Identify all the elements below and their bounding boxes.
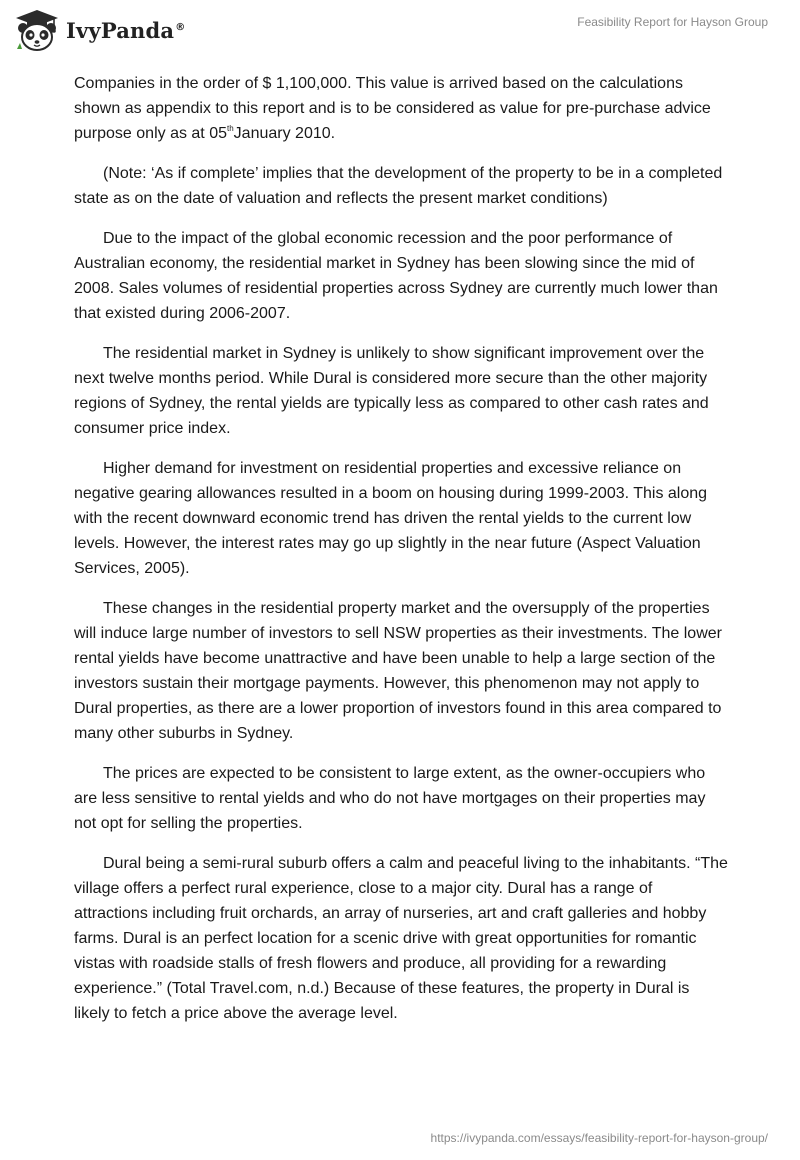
page-header [0, 0, 800, 70]
brand-logo[interactable] [14, 8, 185, 52]
ordinal-suffix: th [227, 123, 234, 133]
paragraph-dural-lifestyle: Dural being a semi-rural suburb offers a calm and peaceful living to the inhabitants. “The village offers a perfect rural experience, close to a major city. Dural has a range of attractions including fruit orchards, an array of nurseries, art and craft galleries and hobby farms. Dural is an perfect location for a scenic drive with great opportunities for romantic vistas with roadside stalls of fresh flowers and produce, all providing for a rewarding experience.” (Total Travel.com, n.d.) Because of these features, the property in Dural is likely to fetch a price above the average level. [74, 855, 728, 1022]
paragraph-market-changes: These changes in the residential property market and the oversupply of the properties will induce large number of investors to sell NSW properties as their investments. The lower rental yields have become unattractive and have been unable to help a large section of the investors sustain their mortgage payments. However, this phenomenon may not apply to Dural properties, as there are a lower proportion of investors found in this area compared to many other suburbs in Sydney. [74, 600, 722, 742]
paragraph-market-outlook: The residential market in Sydney is unlikely to show significant improvement over the next twelve months period. While Dural is considered more secure than the other majority regions of Sydney, the rental yields are typically less as compared to other cash rates and consumer price index. [74, 345, 709, 437]
paragraph-recession: Due to the impact of the global economic recession and the poor performance of Australian economy, the residential market in Sydney has been slowing since the mid of 2008. Sales volumes of residential properties across Sydney are currently much lower than that existed during 2006-2007. [74, 230, 718, 322]
document-title: Feasibility Report for Hayson Group [577, 15, 768, 29]
paragraph-investment-demand: Higher demand for investment on residential properties and excessive reliance on negative gearing allowances resulted in a boom on housing during 1999-2003. This along with the recent downward economic trend has driven the rental yields to the current low levels. However, the interest rates may go up slightly in the near future (Aspect Valuation Services, 2005). [74, 460, 708, 577]
brand-name: IvyPanda® [66, 17, 186, 43]
paragraph-prices: The prices are expected to be consistent to large extent, as the owner-occupiers who are less sensitive to rental yields and who do not have mortgages on their properties may not opt for selling the properties. [74, 765, 706, 832]
essay-body [74, 71, 728, 1041]
paragraph-valuation: Companies in the order of $ 1,100,000. This value is arrived based on the calculations shown as appendix to this report and is to be considered as value for pre-purchase advice purpose only as at 05thJanuary 2010. [74, 75, 711, 142]
paragraph-note: (Note: ‘As if complete’ implies that the development of the property to be in a completed state as on the date of valuation and reflects the present market conditions) [74, 165, 723, 207]
registered-mark: ® [175, 21, 186, 33]
source-url-link[interactable]: https://ivypanda.com/essays/feasibility-report-for-hayson-group/ [430, 1131, 768, 1145]
panda-graduate-icon [14, 8, 60, 52]
